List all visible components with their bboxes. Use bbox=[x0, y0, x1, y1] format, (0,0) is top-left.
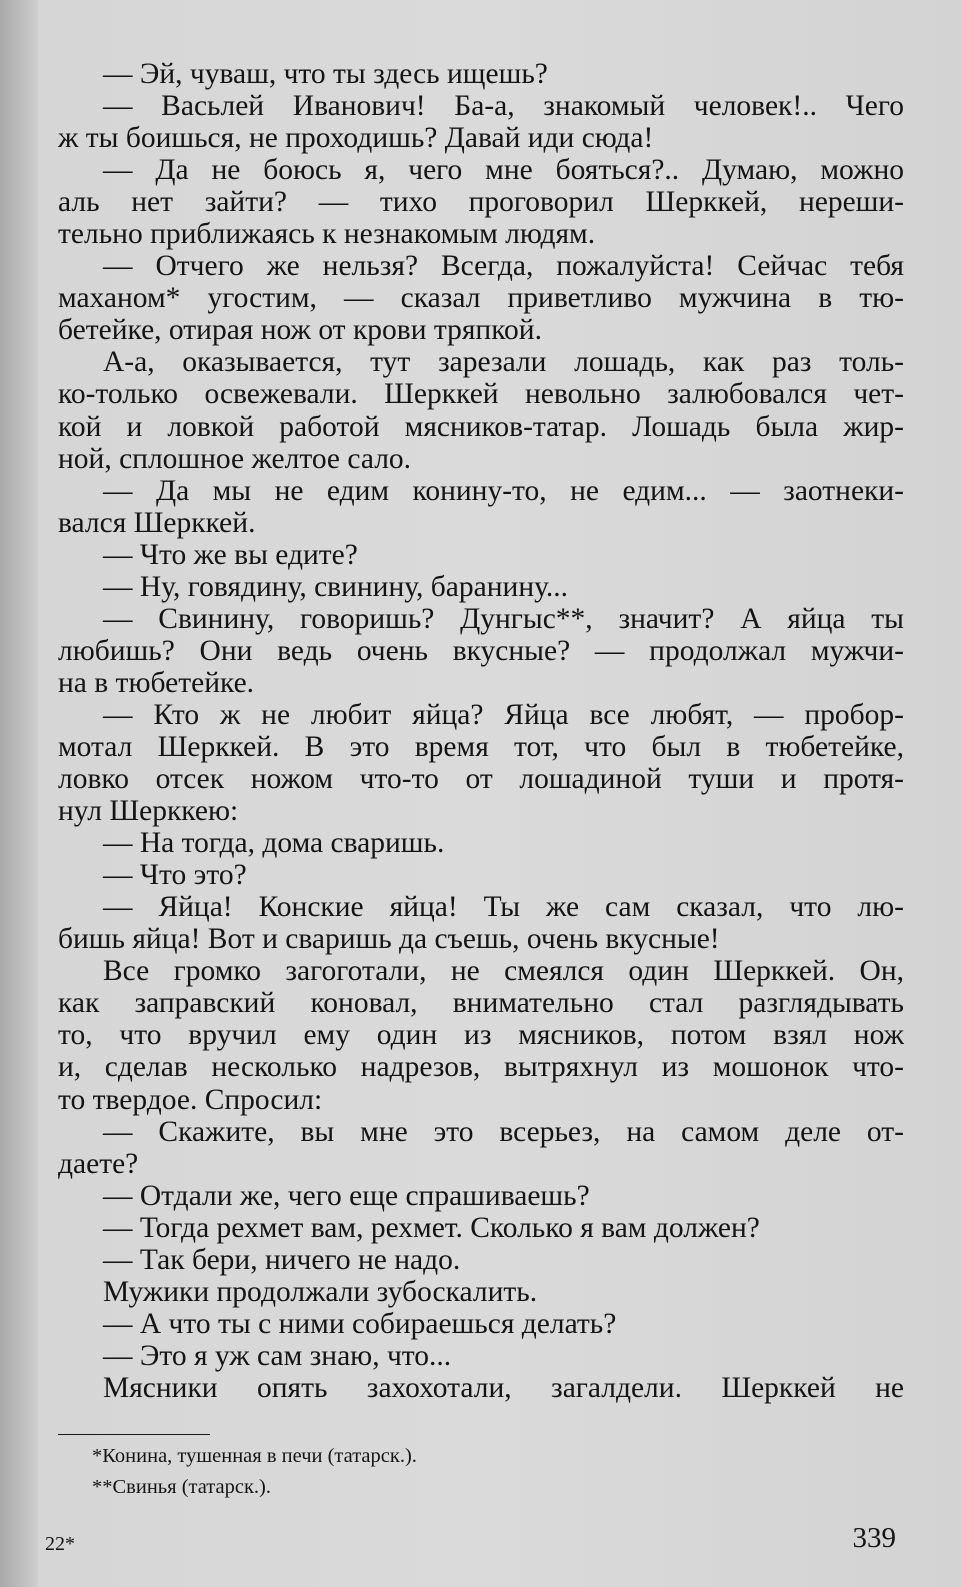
text-line: — Это я уж сам знаю, что... bbox=[103, 1339, 452, 1372]
text-line: — Свинину, говоришь? Дунгыс**, значит? А яйца ты bbox=[103, 602, 904, 635]
spine-shadow bbox=[0, 0, 38, 1587]
text-line: — Что это? bbox=[103, 859, 247, 892]
text-line: маханом* угостим, — сказал приветливо мужчина в тю- bbox=[58, 282, 904, 315]
text-line: бишь яйца! Вот и сваришь да съешь, очень вкусные! bbox=[58, 923, 720, 956]
text-line: кой и ловкой работой мясников-татар. Лошадь была жир- bbox=[58, 410, 904, 443]
text-line: — Так бери, ничего не надо. bbox=[103, 1243, 461, 1276]
text-line: ной, сплошное желтое сало. bbox=[58, 442, 412, 475]
text-line: ловко отсек ножом что-то от лошадиной туши и протя- bbox=[58, 763, 904, 796]
text-line: А-а, оказывается, тут зарезали лошадь, как раз толь- bbox=[103, 346, 904, 379]
text-line: ко-только освежевали. Шерккей невольно залюбовался чет- bbox=[58, 378, 904, 411]
text-line: бетейке, отирая нож от крови тряпкой. bbox=[58, 314, 542, 347]
text-line: аль нет зайти? — тихо проговорил Шерккей, нереши- bbox=[58, 186, 904, 219]
text-line: мотал Шерккей. В это время тот, что был в тюбетейке, bbox=[58, 730, 904, 763]
main-text bbox=[58, 58, 904, 1404]
text-line: тельно приближаясь к незнакомым людям. bbox=[58, 218, 596, 251]
text-line: то твердое. Спросил: bbox=[58, 1083, 323, 1116]
text-line: — Да мы не едим конину-то, не едим... — заотнеки- bbox=[103, 474, 904, 507]
text-line: — Яйца! Конские яйца! Ты же сам сказал, что лю- bbox=[103, 891, 904, 924]
text-line: и, сделав несколько надрезов, вытряхнул из мошонок что- bbox=[58, 1051, 904, 1084]
footnotes bbox=[92, 1441, 792, 1503]
footnote: **Свинья (татарск.). bbox=[92, 1476, 271, 1498]
text-line: — А что ты с ними собираешься делать? bbox=[103, 1307, 617, 1340]
text-line: — Что же вы едите? bbox=[103, 538, 358, 571]
text-line: вался Шерккей. bbox=[58, 506, 256, 539]
text-line: любишь? Они ведь очень вкусные? — продолжал мужчи- bbox=[58, 634, 904, 667]
page-number: 339 bbox=[852, 1522, 896, 1554]
signature-mark: 22* bbox=[45, 1533, 75, 1555]
text-line: — Тогда рехмет вам, рехмет. Сколько я вам должен? bbox=[103, 1211, 760, 1244]
text-line: — На тогда, дома сваришь. bbox=[103, 827, 445, 860]
text-line: — Отдали же, чего еще спрашиваешь? bbox=[103, 1179, 590, 1212]
text-line: — Эй, чуваш, что ты здесь ищешь? bbox=[103, 58, 548, 90]
text-line: как заправский коновал, внимательно стал разглядывать bbox=[58, 987, 904, 1020]
text-line: на в тюбетейке. bbox=[58, 666, 255, 699]
text-line: — Скажите, вы мне это всерьез, на самом деле от- bbox=[103, 1115, 904, 1148]
text-line: Все громко загоготали, не смеялся один Шерккей. Он, bbox=[103, 955, 904, 988]
text-line: — Да не боюсь я, чего мне бояться?.. Думаю, можно bbox=[103, 154, 904, 187]
footnote-divider bbox=[58, 1434, 210, 1435]
text-line: — Отчего же нельзя? Всегда, пожалуйста! Сейчас тебя bbox=[103, 250, 904, 283]
text-line: ж ты боишься, не проходишь? Давай иди сюда! bbox=[58, 122, 654, 155]
text-line: Мужики продолжали зубоскалить. bbox=[103, 1275, 538, 1308]
text-line: Мясники опять захохотали, загалдели. Шерккей не bbox=[103, 1371, 904, 1404]
text-line: — Кто ж не любит яйца? Яйца все любят, — пробор- bbox=[103, 698, 904, 731]
text-line: даете? bbox=[58, 1147, 139, 1180]
text-line: то, что вручил ему один из мясников, потом взял нож bbox=[58, 1019, 904, 1052]
text-line: — Васьлей Иванович! Ба-а, знакомый человек!.. Чего bbox=[103, 90, 904, 123]
footnote: *Конина, тушенная в печи (татарск.). bbox=[92, 1445, 417, 1467]
text-line: — Ну, говядину, свинину, баранину... bbox=[103, 570, 569, 603]
text-line: нул Шерккею: bbox=[58, 795, 239, 828]
